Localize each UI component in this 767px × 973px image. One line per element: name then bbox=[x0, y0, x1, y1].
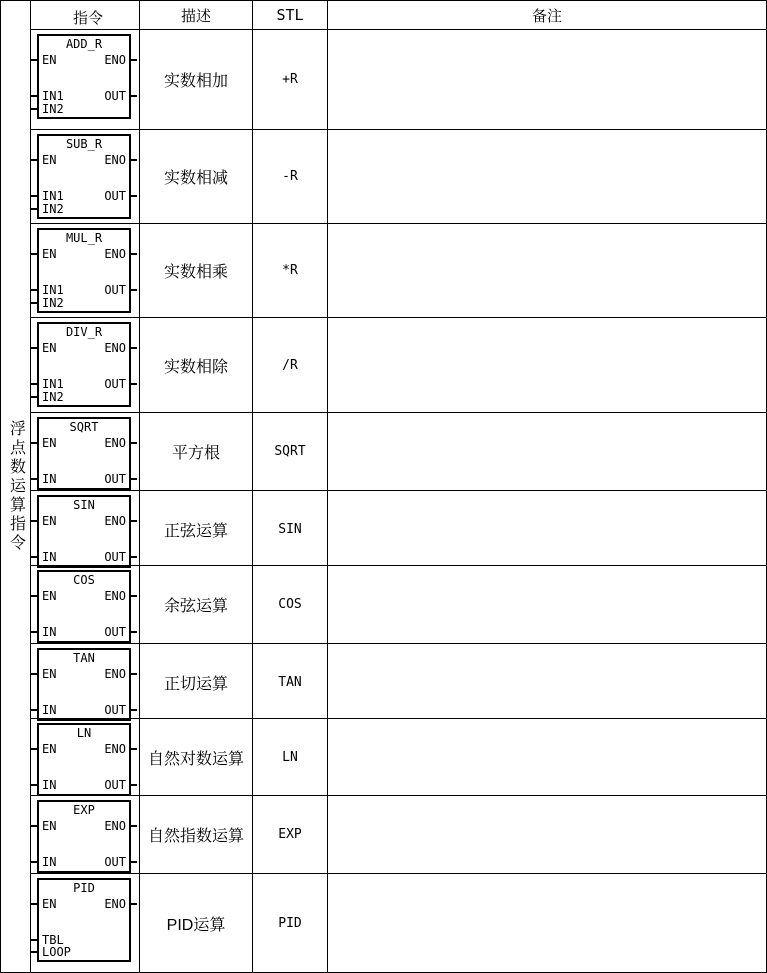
group-label: 浮点数运算指令 bbox=[7, 420, 25, 553]
header-remarks: 备注 bbox=[531, 7, 562, 25]
pin-label-out: OUT bbox=[104, 550, 126, 564]
remarks-cell bbox=[328, 796, 766, 873]
table-body bbox=[31, 30, 766, 972]
remarks-cell bbox=[328, 318, 766, 412]
pin-label-in2: IN2 bbox=[42, 102, 64, 116]
pin-label-out: OUT bbox=[104, 472, 126, 486]
pin-label-en: EN bbox=[42, 53, 57, 67]
pin-stub bbox=[131, 595, 137, 597]
pin-stub bbox=[131, 631, 137, 633]
pin-stub bbox=[31, 478, 37, 480]
stl-text: -R bbox=[282, 169, 298, 184]
pin-stub bbox=[31, 208, 37, 210]
description-cell bbox=[140, 874, 253, 972]
pin-stub bbox=[131, 861, 137, 863]
table-row bbox=[31, 413, 766, 491]
remarks-cell bbox=[328, 644, 766, 721]
remarks-cell bbox=[328, 719, 766, 796]
description-text: 正弦运算 bbox=[163, 523, 228, 540]
stl-text: LN bbox=[282, 750, 298, 765]
instruction-cell bbox=[31, 130, 140, 223]
description-text: 自然对数运算 bbox=[147, 751, 244, 768]
block-title: PID bbox=[73, 881, 95, 895]
pin-stub bbox=[131, 825, 137, 827]
instruction-cell bbox=[31, 491, 140, 568]
pin-stub bbox=[31, 748, 37, 750]
pin-label-out: OUT bbox=[104, 189, 126, 203]
function-block-diagram bbox=[37, 495, 131, 568]
instruction-cell bbox=[31, 566, 140, 643]
pin-label-eno: ENO bbox=[104, 247, 126, 261]
pin-stub bbox=[131, 748, 137, 750]
pin-stub bbox=[131, 347, 137, 349]
pin-stub bbox=[31, 396, 37, 398]
pin-stub bbox=[31, 631, 37, 633]
pin-label-loop: LOOP bbox=[42, 945, 71, 959]
pin-stub bbox=[131, 478, 137, 480]
function-block-diagram bbox=[37, 322, 131, 407]
pin-stub bbox=[131, 556, 137, 558]
table-row bbox=[31, 30, 766, 130]
pin-label-eno: ENO bbox=[104, 897, 126, 911]
pin-label-eno: ENO bbox=[104, 514, 126, 528]
pin-stub bbox=[131, 95, 137, 97]
block-title: COS bbox=[73, 573, 95, 587]
pin-label-in1: IN1 bbox=[42, 189, 64, 203]
pin-label-in2: IN2 bbox=[42, 390, 64, 404]
description-cell bbox=[140, 130, 253, 223]
pin-stub bbox=[31, 253, 37, 255]
remarks-cell bbox=[328, 874, 766, 972]
instruction-cell bbox=[31, 644, 140, 721]
pin-stub bbox=[31, 302, 37, 304]
pin-stub bbox=[131, 195, 137, 197]
function-block-diagram bbox=[37, 723, 131, 796]
stl-text: PID bbox=[278, 915, 302, 931]
instruction-cell bbox=[31, 224, 140, 317]
stl-text: +R bbox=[282, 72, 298, 87]
description-text: 实数相乘 bbox=[163, 264, 228, 281]
pin-stub bbox=[31, 195, 37, 197]
block-title: TAN bbox=[73, 651, 95, 665]
stl-cell bbox=[253, 491, 328, 568]
pin-stub bbox=[31, 951, 37, 953]
pin-label-in: IN bbox=[42, 472, 57, 486]
pin-label-in: IN bbox=[42, 778, 57, 792]
pin-stub bbox=[131, 289, 137, 291]
description-text: 平方根 bbox=[171, 445, 220, 462]
pin-stub bbox=[31, 95, 37, 97]
description-cell bbox=[140, 796, 253, 873]
stl-text: /R bbox=[282, 357, 298, 373]
pin-stub bbox=[31, 595, 37, 597]
pin-stub bbox=[31, 347, 37, 349]
description-cell bbox=[140, 30, 253, 129]
block-title: DIV_R bbox=[65, 325, 103, 339]
stl-cell bbox=[253, 413, 328, 490]
block-title: SQRT bbox=[69, 420, 99, 434]
pin-label-in: IN bbox=[42, 855, 57, 869]
function-block-diagram bbox=[37, 648, 131, 721]
table-row bbox=[31, 318, 766, 413]
pin-label-en: EN bbox=[42, 819, 57, 833]
pin-stub bbox=[131, 784, 137, 786]
table-row bbox=[31, 224, 766, 318]
function-block-diagram bbox=[37, 417, 131, 490]
pin-label-en: EN bbox=[42, 436, 57, 450]
description-cell bbox=[140, 566, 253, 643]
instruction-cell bbox=[31, 413, 140, 490]
pin-label-eno: ENO bbox=[104, 341, 126, 355]
pin-label-eno: ENO bbox=[104, 153, 126, 167]
pin-stub bbox=[31, 939, 37, 941]
stl-cell bbox=[253, 130, 328, 223]
block-title: LN bbox=[76, 726, 92, 740]
pin-label-en: EN bbox=[42, 247, 57, 261]
description-text: 余弦运算 bbox=[163, 598, 228, 615]
stl-text: COS bbox=[278, 597, 302, 612]
description-cell bbox=[140, 491, 253, 568]
pin-stub bbox=[31, 673, 37, 675]
pin-label-in1: IN1 bbox=[42, 89, 64, 103]
function-block-diagram bbox=[37, 228, 131, 313]
instruction-cell bbox=[31, 874, 140, 972]
pin-label-out: OUT bbox=[104, 89, 126, 103]
remarks-cell bbox=[328, 413, 766, 490]
block-title: ADD_R bbox=[65, 37, 103, 51]
pin-stub bbox=[131, 709, 137, 711]
function-block-diagram bbox=[37, 134, 131, 219]
pin-stub bbox=[31, 289, 37, 291]
pin-label-eno: ENO bbox=[104, 742, 126, 756]
description-text: 实数相减 bbox=[163, 170, 228, 187]
pin-label-eno: ENO bbox=[104, 436, 126, 450]
pin-stub bbox=[131, 442, 137, 444]
pin-label-in2: IN2 bbox=[42, 202, 64, 216]
instruction-cell bbox=[31, 796, 140, 873]
pin-stub bbox=[31, 442, 37, 444]
pin-label-eno: ENO bbox=[104, 667, 126, 681]
pin-label-out: OUT bbox=[104, 703, 126, 717]
pin-stub bbox=[131, 903, 137, 905]
pin-label-out: OUT bbox=[104, 778, 126, 792]
pin-stub bbox=[131, 383, 137, 385]
pin-label-in: IN bbox=[42, 625, 57, 639]
stl-cell bbox=[253, 224, 328, 317]
pin-stub bbox=[31, 108, 37, 110]
table-row bbox=[31, 719, 766, 796]
stl-cell bbox=[253, 566, 328, 643]
remarks-cell bbox=[328, 224, 766, 317]
pin-stub bbox=[31, 784, 37, 786]
remarks-cell bbox=[328, 491, 766, 568]
block-title: SUB_R bbox=[65, 137, 103, 151]
pin-label-out: OUT bbox=[104, 855, 126, 869]
instruction-cell bbox=[31, 719, 140, 796]
table-row bbox=[31, 796, 766, 874]
pin-label-in1: IN1 bbox=[42, 377, 64, 391]
block-title: EXP bbox=[73, 803, 95, 817]
stl-cell bbox=[253, 644, 328, 721]
table-row bbox=[31, 491, 766, 566]
block-title: MUL_R bbox=[65, 231, 103, 245]
pin-label-en: EN bbox=[42, 153, 57, 167]
header-description: 描述 bbox=[140, 1, 253, 29]
pin-label-eno: ENO bbox=[104, 819, 126, 833]
stl-cell bbox=[253, 874, 328, 972]
stl-text: TAN bbox=[278, 675, 302, 690]
pin-label-en: EN bbox=[42, 514, 57, 528]
description-text: 正切运算 bbox=[163, 676, 228, 693]
stl-text: *R bbox=[282, 263, 298, 278]
description-cell bbox=[140, 224, 253, 317]
pin-label-eno: ENO bbox=[104, 53, 126, 67]
pin-stub bbox=[131, 673, 137, 675]
group-label-strip bbox=[1, 1, 31, 972]
pin-stub bbox=[31, 520, 37, 522]
pin-label-out: OUT bbox=[104, 377, 126, 391]
stl-cell bbox=[253, 30, 328, 129]
pin-stub bbox=[31, 903, 37, 905]
header-instruction: 指令 bbox=[31, 1, 140, 29]
block-title: SIN bbox=[73, 498, 95, 512]
function-block-diagram bbox=[37, 34, 131, 119]
pin-label-en: EN bbox=[42, 341, 57, 355]
table-row bbox=[31, 874, 766, 972]
table-row bbox=[31, 566, 766, 644]
instruction-cell bbox=[31, 318, 140, 412]
stl-cell bbox=[253, 796, 328, 873]
pin-stub bbox=[31, 556, 37, 558]
stl-cell bbox=[253, 719, 328, 796]
description-cell bbox=[140, 318, 253, 412]
table-main bbox=[31, 1, 766, 972]
pin-label-en: EN bbox=[42, 742, 57, 756]
pin-stub bbox=[131, 59, 137, 61]
pin-label-in: IN bbox=[42, 550, 57, 564]
remarks-cell bbox=[328, 130, 766, 223]
pin-label-en: EN bbox=[42, 589, 57, 603]
pin-label-in: IN bbox=[42, 703, 57, 717]
function-block-diagram bbox=[37, 570, 131, 643]
pin-stub bbox=[131, 159, 137, 161]
remarks-cell bbox=[328, 566, 766, 643]
pin-stub bbox=[31, 825, 37, 827]
remarks-cell bbox=[328, 30, 766, 129]
table-row bbox=[31, 644, 766, 719]
description-cell bbox=[140, 719, 253, 796]
pin-label-tbl: TBL bbox=[42, 933, 64, 947]
description-text: 实数相加 bbox=[163, 73, 228, 90]
pin-stub bbox=[31, 59, 37, 61]
pin-label-in1: IN1 bbox=[42, 283, 64, 297]
description-cell bbox=[140, 644, 253, 721]
function-block-diagram bbox=[37, 800, 131, 873]
function-block-diagram bbox=[37, 878, 131, 962]
pin-label-in2: IN2 bbox=[42, 296, 64, 310]
stl-cell bbox=[253, 318, 328, 412]
pin-stub bbox=[31, 159, 37, 161]
description-cell bbox=[140, 413, 253, 490]
pin-label-out: OUT bbox=[104, 625, 126, 639]
header-stl: STL bbox=[253, 1, 328, 29]
stl-text: SIN bbox=[278, 522, 302, 537]
pin-label-en: EN bbox=[42, 897, 57, 911]
description-text: 自然指数运算 bbox=[147, 828, 244, 845]
table-row bbox=[31, 130, 766, 224]
pin-stub bbox=[31, 383, 37, 385]
description-text: PID运算 bbox=[166, 916, 226, 934]
description-text: 实数相除 bbox=[163, 358, 228, 376]
pin-label-en: EN bbox=[42, 667, 57, 681]
pin-label-eno: ENO bbox=[104, 589, 126, 603]
table-header-row bbox=[31, 1, 766, 30]
stl-text: SQRT bbox=[274, 444, 306, 459]
instruction-cell bbox=[31, 30, 140, 129]
pin-stub bbox=[31, 709, 37, 711]
pin-label-out: OUT bbox=[104, 283, 126, 297]
stl-text: EXP bbox=[278, 827, 302, 842]
pin-stub bbox=[31, 861, 37, 863]
pin-stub bbox=[131, 520, 137, 522]
pin-stub bbox=[131, 253, 137, 255]
